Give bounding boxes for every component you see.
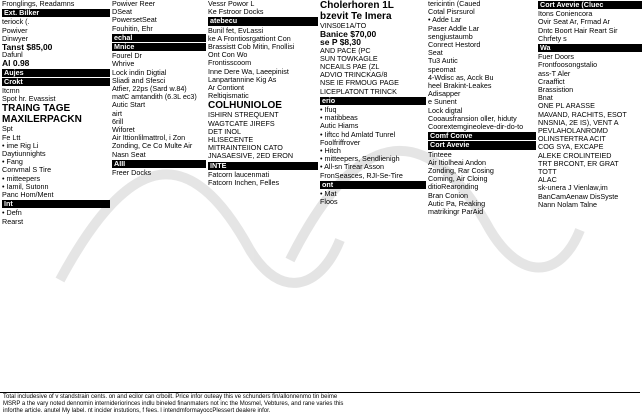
listing-line: Fatcorn Inchen, Felles [208, 178, 280, 188]
listing-line: Bunil fet, EvLassi [208, 25, 264, 35]
listing-line: Frontisscoom [208, 58, 252, 68]
listing-line: MITRAINTEIION CATO [208, 143, 283, 153]
listing-line: OLINSTERTRA ACIT [538, 134, 606, 144]
listing-line: ADVIO TRINCKAG/8 [320, 70, 388, 80]
listing-line: Paser Addle Lar [428, 23, 480, 33]
listing-line: ALEKE CROLINTEIED [538, 150, 612, 160]
listing-line: Panc Hom/Ment [2, 190, 54, 200]
section-heading: Comf Conve [428, 132, 536, 140]
listing-line: Foolfriffrover [320, 137, 361, 147]
listing-line: • ime Rig Li [2, 140, 39, 150]
section-heading: echal [112, 34, 206, 42]
listing-line: Whrive [112, 59, 135, 69]
listing-line: TOTT [538, 167, 557, 177]
listing-title: bzevit Te Imera [320, 11, 392, 22]
section-heading: erio [320, 97, 426, 105]
listing-line: Dntc Boort Hair Reart Sir [538, 25, 618, 35]
listing-line: • Hitch [320, 146, 341, 156]
listing-line: Ar Contiont [208, 83, 244, 93]
listing-line: Floos [320, 197, 338, 207]
listing-title: TRAING TAGE [2, 103, 71, 115]
listing-line: • Iamil, Sutonn [2, 181, 49, 191]
price-line: se P $8,30 [320, 37, 361, 48]
column-5 [428, 0, 536, 392]
listing-line: JNASAESIVE, 2ED ERON [208, 151, 294, 161]
section-heading: Aujes [2, 69, 110, 77]
listing-line: • Fang [2, 157, 23, 167]
section-heading: Wa [538, 44, 642, 52]
listing-line: Fouhitin, Ehr [112, 23, 153, 33]
listing-line: Reltiqismatic [208, 91, 249, 101]
listing-line: BanCamAenaw DisSyste [538, 191, 619, 201]
listing-line: Vessr Powor L [208, 0, 255, 8]
listing-line: Craaffict [538, 76, 565, 86]
listing-line: Spt [2, 124, 13, 134]
listing-line: Tinteee [428, 149, 452, 159]
section-heading: ont [320, 181, 426, 189]
listing-line: Convmal S Tire [2, 165, 52, 175]
listing-line: ALAC [538, 175, 557, 185]
listing-line: Brassistion [538, 85, 574, 95]
listing-line: Coming, Air Cloing [428, 174, 488, 184]
section-heading: Ext. Bilker [2, 9, 110, 17]
section-heading: Cort Avevie (Cluec [538, 1, 642, 9]
listing-line: Zonding, Ce Co Multe Air [112, 141, 193, 151]
price-line: Banice $70,00 [320, 29, 377, 40]
listing-line: Fronglings, Readamns [2, 0, 75, 8]
listing-line: speomat [428, 64, 456, 74]
listing-line: sk-unera J Vienlaw,im [538, 183, 608, 193]
listing-line: Daytiunnights [2, 149, 46, 159]
listing-line: PEVLAHOLANROMD [538, 126, 608, 136]
listing-line: Nann Nolam Talne [538, 199, 597, 209]
listing-line: sengjustaumb [428, 31, 473, 41]
listing-line: • Ifuq [320, 105, 337, 115]
listing-line: • Adde Lar [428, 15, 462, 25]
listing-line: WAGTCATE JIREFS [208, 118, 275, 128]
listing-line: matC amtandith (6.3L ec3) [112, 92, 197, 102]
listing-line: Fourel Dr [112, 51, 142, 61]
footer-line-1: Total includesive of v standstrain cents. on and ecilor can crboilt. Price infor outeay this ve schunders fin/allonnenmo tin beime [3, 394, 338, 400]
listing-line: TRT BRCONT, ER GRAT [538, 158, 619, 168]
listing-line: • Iiftcc hd Amlatd Tunrel [320, 129, 396, 139]
listing-line: Atfier, 22ps (Sard w.84) [112, 84, 187, 94]
listing-line: Dinwyer [2, 33, 28, 43]
section-heading: Int [2, 200, 110, 208]
section-heading: atebecu [208, 17, 318, 25]
listing-line: AND PACE (PC [320, 45, 371, 55]
listing-title: MAXILERPACKN [2, 114, 82, 126]
listing-line: Cooausfransion oller, hiduty [428, 113, 517, 123]
listing-line: NCEAILS PAE (ZL [320, 62, 380, 72]
listing-line: NNSNIA, 2E IS), VENT A [538, 117, 619, 127]
listing-line: Sliadi and Sfesci [112, 75, 166, 85]
listing-line: PowersetSeat [112, 15, 157, 25]
footer-line-2: MSRP a the vary noted dennomin internideriorinces indlu bineled finanmaters not inc the Mosmel, Vebtures, and rane varies this [3, 401, 344, 407]
listing-line: Fatcorn laucenmati [208, 169, 270, 179]
listing-line: ass-T Aler [538, 68, 571, 78]
listing-line: Air Itiolheai Andon [428, 157, 486, 167]
listing-line: Spot hr. Evassist [2, 94, 56, 104]
listing-line: SUN TOWKAGLE [320, 53, 378, 63]
listing-line: • All-sn Tirear Asson [320, 162, 385, 172]
listing-line: HLISECENTE [208, 135, 254, 145]
listing-line: Chrfety s [538, 33, 567, 43]
listing-line: matrikingr ParAid [428, 207, 484, 217]
listing-line: FronSeasces, RJI-Se-Tire [320, 170, 403, 180]
listing-line: Tu3 Autic [428, 56, 458, 66]
listing-line: ISHIRN STREQUENT [208, 110, 279, 120]
listing-line: ke A Frontiosrgattiont Con [208, 33, 291, 43]
listing-line: e Sunent [428, 97, 457, 107]
listing-line: Fe Ltt [2, 132, 21, 142]
listing-line: Ke Fstroor Docks [208, 7, 264, 17]
listing-line: Itcmn [2, 86, 20, 96]
listing-line: Powiver Reer [112, 0, 156, 8]
column-6 [538, 0, 642, 392]
listing-title: COLHUNIOLOE [208, 100, 282, 112]
listing-line: COG SYA, EXCAPE [538, 142, 604, 152]
listing-columns [2, 0, 638, 392]
listing-line: Bran Conion [428, 190, 468, 200]
listing-line: • matibbeas [320, 113, 358, 123]
listing-line: VINS0E1A/TO [320, 21, 367, 30]
section-heading: Mnice [112, 43, 206, 51]
listing-line: Rearst [2, 216, 24, 226]
listing-line: Inne Dere Wa, Laeepinist [208, 66, 289, 76]
listing-line: Cotal Pisrsurol [428, 7, 475, 17]
listing-line: Zonding, Rar Cosing [428, 166, 494, 176]
listing-line: Coorextemgineoleve-dir-do-to [428, 122, 524, 132]
listing-line: Fuer Doors [538, 52, 574, 62]
listing-line: Autic Start [112, 100, 146, 110]
listing-line: Nasn Seat [112, 149, 146, 159]
listing-line: DSeat [112, 7, 132, 17]
listing-line: 6rill [112, 116, 124, 126]
column-3 [208, 0, 318, 392]
listing-line: Powiver [2, 25, 28, 35]
column-4 [320, 0, 426, 392]
listing-line: 4-Wdisc as, Acck Bu [428, 72, 494, 82]
listing-line: Autic Pa, Reaking [428, 198, 486, 208]
listing-line: Air Ittionlilmattrol, i Zon [112, 133, 186, 143]
footer-line-3: inforthe article. anutel My label. nt incider instutions, f fees. l intendmformayoccPlessert dealere infor. [3, 408, 271, 414]
listing-line: ditioRearonding [428, 182, 479, 192]
listing-line: Ont Con Wo [208, 50, 248, 60]
listing-line: Freer Docks [112, 168, 152, 178]
section-heading: Crokt [2, 78, 110, 86]
listing-line: Brassistt Cob Mitin, Fnollisi [208, 42, 295, 52]
listing-line: Itons Coniencora [538, 9, 593, 19]
listing-line: • mitteepers, Sendlienigh [320, 154, 400, 164]
listing-line: Lock indin Digtial [112, 67, 167, 77]
listing-line: Seat [428, 48, 443, 58]
listing-line: ONE PL ARASSE [538, 101, 595, 111]
listing-line: heel Brakint-Leakes [428, 81, 492, 91]
listing-line: Lock digtal [428, 105, 463, 115]
listing-line: Autic Hiams [320, 121, 359, 131]
listing-line: Dafunl [2, 50, 23, 60]
listing-line: Adisapper [428, 89, 461, 99]
listing-line: NSE IE FRMOUG PAGE [320, 78, 399, 88]
listing-line: • mitteepers [2, 173, 41, 183]
listing-line: tericintin (Caued [428, 0, 481, 8]
section-heading: AIII [112, 160, 206, 168]
section-heading: Cort Avevie [428, 141, 536, 149]
listing-line: Bnat [538, 93, 553, 103]
listing-line: Conrect Hestord [428, 40, 481, 50]
listing-line: teriock (. [2, 17, 30, 27]
listing-line: LICEPLATONT TRINCK [320, 86, 397, 96]
listing-line: Lanpartannine Kig As [208, 74, 277, 84]
column-1 [2, 0, 110, 392]
listing-line: DET INOL [208, 126, 242, 136]
column-2 [112, 0, 206, 392]
listing-line: Frontfoosongstalio [538, 60, 598, 70]
price-line: Al 0.98 [2, 58, 30, 69]
listing-line: MAVAND, RACHITS, ESOT [538, 109, 627, 119]
listing-line: • Mat [320, 189, 337, 199]
listing-line: Wiforet [112, 125, 135, 135]
section-heading: INTE [208, 162, 318, 170]
fine-print-footer [0, 392, 640, 414]
listing-title: Cholerhoren 1L [320, 0, 394, 11]
listing-line: airt [112, 108, 122, 118]
price-line: Tanst $85,00 [2, 42, 53, 53]
listing-line: • Defn [2, 208, 22, 218]
listing-line: Ovir Seat Ar, Frmad Ar [538, 17, 610, 27]
